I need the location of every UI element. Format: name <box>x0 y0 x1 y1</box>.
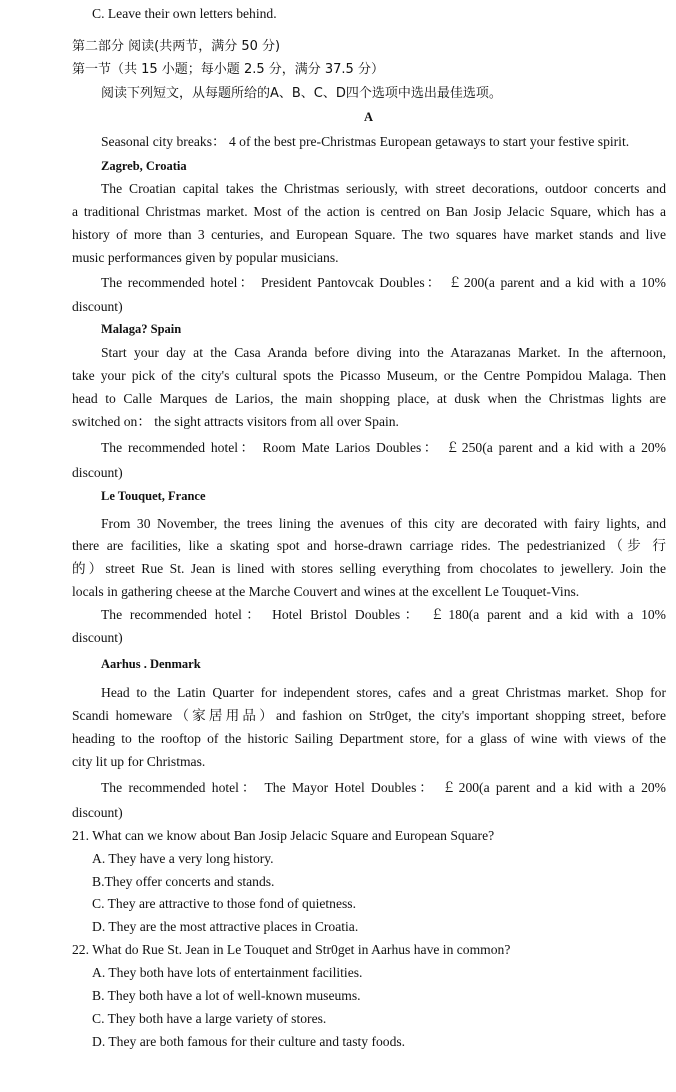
hotel-recommendation-cont: discount) <box>72 630 123 645</box>
city-title-malaga: Malaga? Spain <box>101 322 182 336</box>
reading-instruction: 阅读下列短文，从每题所给的A、B、C、D四个选项中选出最佳选项。 <box>101 86 502 101</box>
previous-question-option-c: C. Leave their own letters behind. <box>92 6 277 21</box>
section-heading: 第一节（共 15 小题；每小题 2.5 分，满分 37.5 分） <box>72 62 384 77</box>
question-option: A. They have a very long history. <box>92 851 274 866</box>
city-paragraph-line: music performances given by popular musicians. <box>72 250 339 265</box>
question-option: B.They offer concerts and stands. <box>92 874 275 889</box>
city-paragraph-line: Head to the Latin Quarter for independent stores, cafes and a great Christmas market. Shop for <box>101 685 666 700</box>
question-22-stem: 22. What do Rue St. Jean in Le Touquet and Str0get in Aarhus have in common? <box>72 942 511 957</box>
question-21-stem: 21. What can we know about Ban Josip Jelacic Square and European Square? <box>72 828 495 843</box>
city-title-zagreb: Zagreb, Croatia <box>101 159 187 173</box>
question-option: A. They both have lots of entertainment facilities. <box>92 965 363 980</box>
question-option: D. They are the most attractive places in Croatia. <box>92 919 359 934</box>
passage-intro: Seasonal city breaks： 4 of the best pre-Christmas European getaways to start your festive spirit. <box>101 134 630 149</box>
city-paragraph-line: there are facilities, like a skating spot and horse-drawn carriage rides. The pedestrianized（步 行 <box>72 538 666 553</box>
city-title-aarhus: Aarhus . Denmark <box>101 657 201 671</box>
city-paragraph-line: locals in gathering cheese at the Marche Couvert and wines at the excellent Le Touquet-Vins. <box>72 584 580 599</box>
hotel-recommendation-cont: discount) <box>72 299 123 314</box>
city-paragraph-line: 的）street Rue St. Jean is lined with stores selling everything from chocolates to jewellery. Join the <box>72 561 666 576</box>
hotel-recommendation: The recommended hotel： President Pantovcak Doubles： ￡200(a parent and a kid with a 10% <box>101 275 666 290</box>
hotel-recommendation-cont: discount) <box>72 805 123 820</box>
hotel-recommendation: The recommended hotel： Room Mate Larios Doubles： ￡250(a parent and a kid with a 20% <box>101 440 666 455</box>
part-heading: 第二部分 阅读(共两节，满分 50 分) <box>72 39 281 54</box>
question-option: C. They both have a large variety of stores. <box>92 1011 327 1026</box>
passage-letter: A <box>364 110 374 124</box>
city-paragraph-line: heading to the rooftop of the historic Sailing Department store, for a glass of wine with views of the <box>72 731 666 746</box>
city-paragraph-line: history of more than 3 centuries, and European Square. The two squares have market stands and live <box>72 227 666 242</box>
city-paragraph-line: a traditional Christmas market. Most of the action is centred on Ban Josip Jelacic Square, which has a <box>72 204 666 219</box>
city-paragraph-line: head to Calle Marques de Larios, the main shopping place, at dusk when the Christmas lights are <box>72 391 666 406</box>
question-option: B. They both have a lot of well-known museums. <box>92 988 361 1003</box>
hotel-recommendation: The recommended hotel： The Mayor Hotel Doubles： ￡200(a parent and a kid with a 20% <box>101 780 666 795</box>
question-option: C. They are attractive to those fond of quietness. <box>92 896 356 911</box>
city-title-le-touquet: Le Touquet, France <box>101 489 206 503</box>
question-option: D. They are both famous for their culture and tasty foods. <box>92 1034 406 1049</box>
city-paragraph-line: The Croatian capital takes the Christmas seriously, with street decorations, outdoor concerts and <box>101 181 666 196</box>
city-paragraph-line: take your pick of the city's cultural spots the Picasso Museum, or the Centre Pompidou Malaga. Then <box>72 368 666 383</box>
hotel-recommendation-cont: discount) <box>72 465 123 480</box>
city-paragraph-line: Start your day at the Casa Aranda before diving into the Atarazanas Market. In the afternoon, <box>101 345 666 360</box>
city-paragraph-line: city lit up for Christmas. <box>72 754 206 769</box>
city-paragraph-line: switched on： the sight attracts visitors from all over Spain. <box>72 414 399 429</box>
hotel-recommendation: The recommended hotel： Hotel Bristol Doubles： ￡180(a parent and a kid with a 10% <box>101 607 666 622</box>
city-paragraph-line: Scandi homeware（家居用品）and fashion on Str0get, the city's important shopping street, before <box>72 708 666 723</box>
city-paragraph-line: From 30 November, the trees lining the avenues of this city are decorated with fairy lights, and <box>101 516 666 531</box>
